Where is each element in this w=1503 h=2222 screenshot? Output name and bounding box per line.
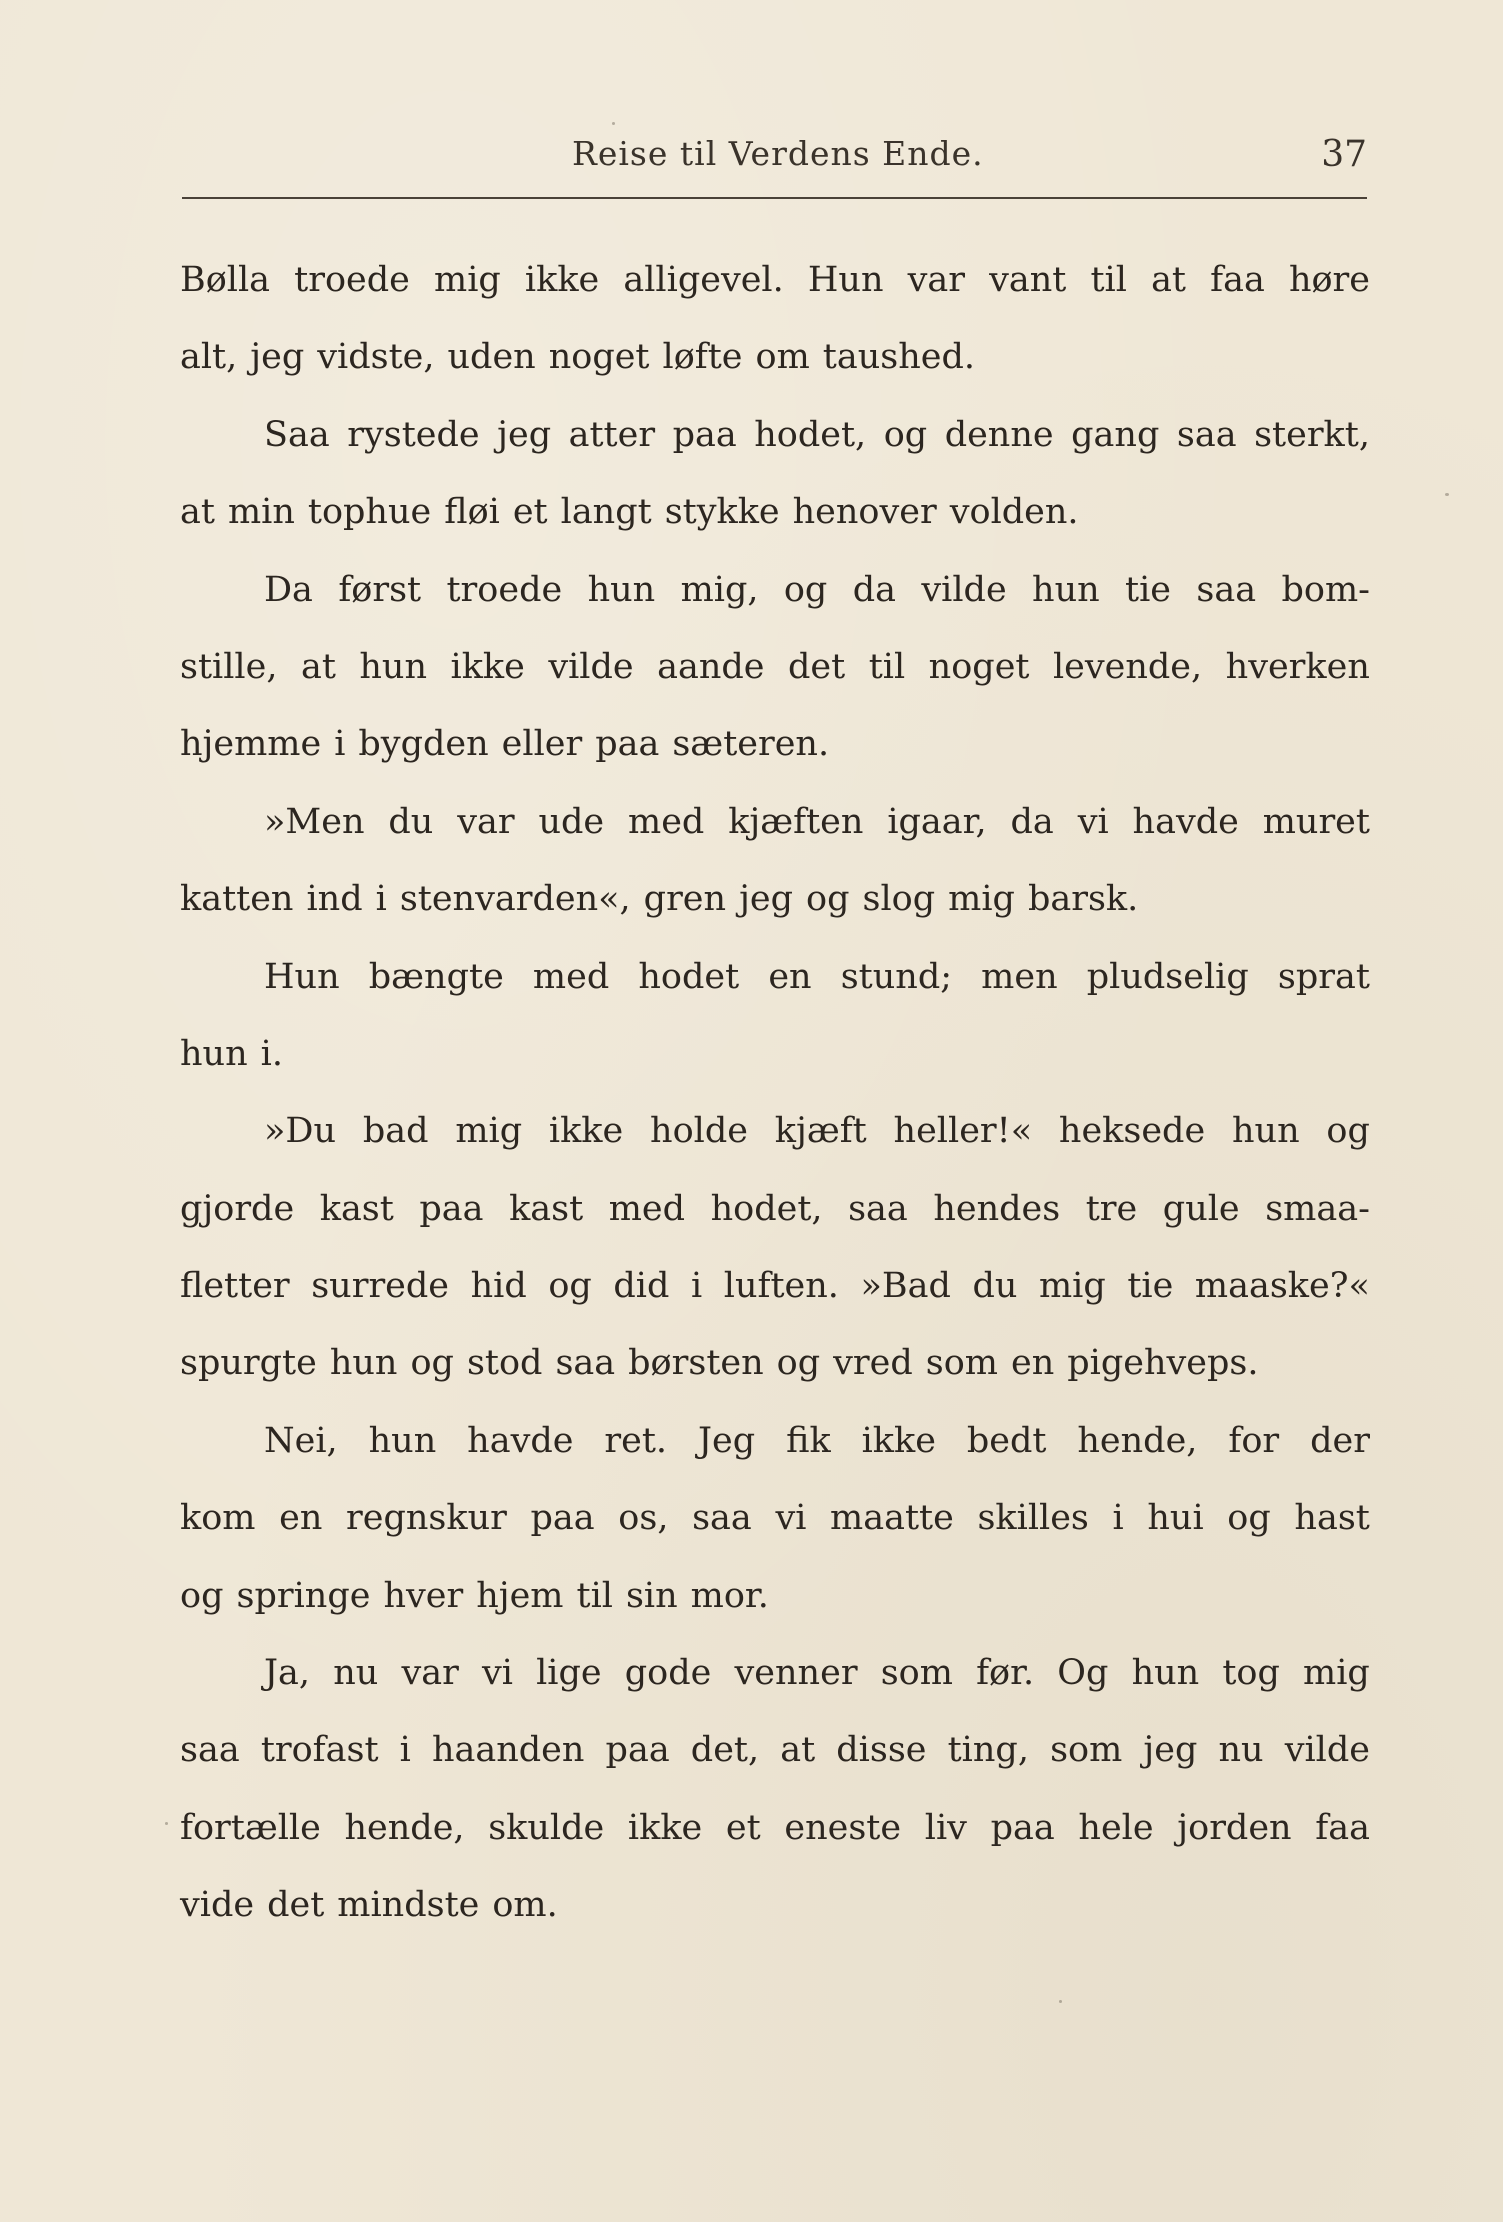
word: Og — [1057, 1653, 1109, 1694]
word: igaar, — [887, 801, 987, 842]
word: var — [457, 801, 515, 842]
text-line — [180, 1643, 1370, 1720]
word: vilde — [1284, 1730, 1370, 1771]
word: vi — [1077, 801, 1109, 842]
word: »Men — [264, 801, 365, 842]
word: paa — [530, 1498, 595, 1539]
word: mor. — [690, 1575, 769, 1616]
word: aande — [657, 646, 765, 687]
word: kjæft — [774, 1111, 867, 1152]
word: hun — [368, 1420, 437, 1461]
word: ikke — [627, 1807, 703, 1848]
word: og — [783, 569, 828, 610]
word: som — [1050, 1730, 1123, 1771]
word: stod — [466, 1343, 543, 1384]
word: jeg — [497, 414, 552, 455]
word: mig — [948, 879, 1015, 920]
paper-speck — [1445, 493, 1449, 496]
word: og — [806, 879, 850, 920]
word: Da — [264, 569, 313, 610]
word: mig, — [680, 569, 759, 610]
word: som — [925, 1343, 998, 1384]
word: Jeg — [698, 1420, 756, 1461]
word: hui — [1147, 1498, 1204, 1539]
text-line — [180, 1256, 1370, 1333]
word: alt, — [180, 337, 238, 378]
word: i — [399, 1730, 411, 1771]
word: kom — [180, 1498, 256, 1539]
word: saa — [1196, 569, 1257, 610]
word: uden — [447, 337, 536, 378]
word: kast — [319, 1188, 394, 1229]
word: Ja, — [264, 1653, 311, 1694]
word: »Du — [264, 1111, 337, 1152]
word: paa — [672, 414, 737, 455]
word: med — [628, 801, 705, 842]
running-title: Reise til Verdens Ende. — [572, 134, 984, 173]
word: hun — [359, 646, 428, 687]
word: spurgte — [180, 1343, 317, 1384]
text-line — [180, 250, 1370, 327]
word: først — [338, 569, 422, 610]
word: hun — [180, 1033, 248, 1074]
word: min — [227, 492, 295, 533]
word: ikke — [524, 260, 600, 300]
word: jeg — [739, 879, 794, 920]
word: gode — [624, 1653, 712, 1694]
word: du — [388, 801, 434, 842]
word: det, — [690, 1730, 760, 1771]
word: hverken — [1225, 646, 1370, 687]
word: fik — [786, 1420, 831, 1461]
word: hun — [1131, 1653, 1200, 1694]
text-line — [180, 327, 1370, 404]
word: kast — [509, 1188, 584, 1229]
word: til — [576, 1575, 613, 1616]
word: maaske?« — [1194, 1266, 1370, 1307]
word: vi — [481, 1653, 513, 1694]
page-header — [182, 134, 1367, 184]
word: jeg — [250, 337, 305, 378]
word: at — [1151, 260, 1186, 300]
word: fortælle — [180, 1807, 321, 1848]
word: henover — [792, 492, 937, 533]
word: en — [279, 1498, 323, 1539]
word: rystede — [347, 414, 480, 455]
word: tog — [1222, 1653, 1280, 1694]
word: bom- — [1281, 569, 1370, 610]
word: og — [883, 414, 928, 455]
word: i — [334, 724, 346, 765]
word: ret. — [604, 1420, 668, 1461]
text-line — [180, 1566, 1370, 1643]
text-line — [180, 637, 1370, 714]
word: børsten — [628, 1343, 764, 1384]
word: eller — [501, 724, 583, 765]
word: hun — [587, 569, 656, 610]
word: haanden — [431, 1730, 585, 1771]
word: jorden — [1177, 1807, 1292, 1848]
word: vidste, — [317, 337, 435, 378]
word: springe — [236, 1575, 371, 1616]
word: at — [180, 492, 215, 533]
word: fletter — [180, 1266, 290, 1307]
word: troede — [294, 260, 410, 300]
word: det — [788, 646, 846, 687]
paper-speck — [165, 1822, 168, 1825]
word: barsk. — [1027, 879, 1139, 920]
word: hende, — [1077, 1420, 1198, 1461]
word: sprat — [1277, 956, 1370, 997]
word: holde — [650, 1111, 748, 1152]
word: en — [768, 956, 812, 997]
word: og — [1227, 1498, 1271, 1539]
text-line — [180, 714, 1370, 791]
word: da — [1010, 801, 1054, 842]
word: du — [972, 1266, 1018, 1307]
word: saa — [1176, 414, 1237, 455]
word: paa — [605, 1730, 670, 1771]
paper-speck — [1059, 2000, 1062, 2003]
word: regnskur — [346, 1498, 507, 1539]
word: »Bad — [860, 1266, 951, 1307]
body-text — [180, 250, 1370, 1953]
word: mig — [455, 1111, 523, 1152]
word: og — [410, 1343, 454, 1384]
word: til — [868, 646, 906, 687]
word: og — [548, 1266, 592, 1307]
word: stykke — [664, 492, 780, 533]
word: bad — [362, 1111, 429, 1152]
word: vide — [180, 1885, 255, 1926]
word: i — [1112, 1498, 1124, 1539]
word: heksede — [1058, 1111, 1206, 1152]
word: saa — [692, 1498, 752, 1539]
word: ind — [306, 879, 363, 920]
text-line — [180, 1798, 1370, 1875]
word: levende, — [1052, 646, 1203, 687]
word: bygden — [358, 724, 489, 765]
word: skilles — [977, 1498, 1089, 1539]
word: faa — [1210, 260, 1265, 300]
word: da — [852, 569, 896, 610]
word: nu — [333, 1653, 379, 1694]
word: før. — [976, 1653, 1035, 1694]
word: surrede — [311, 1266, 450, 1307]
word: og — [180, 1575, 224, 1616]
word: os, — [618, 1498, 669, 1539]
text-line — [180, 1875, 1370, 1952]
word: heller!« — [893, 1111, 1033, 1152]
text-line — [180, 1488, 1370, 1565]
word: stille, — [180, 646, 278, 687]
word: en — [1011, 1343, 1055, 1384]
word: tie — [1127, 1266, 1174, 1307]
word: i — [375, 879, 387, 920]
word: og — [776, 1343, 821, 1384]
text-line — [180, 869, 1370, 946]
word: noget — [548, 337, 650, 378]
header-rule — [182, 197, 1367, 199]
word: hun — [1032, 569, 1100, 610]
word: bængte — [368, 956, 504, 997]
word: langt — [560, 492, 652, 533]
word: om. — [492, 1885, 558, 1926]
word: mig — [434, 260, 501, 300]
word: pludselig — [1086, 956, 1249, 997]
word: tie — [1125, 569, 1172, 610]
word: at — [300, 646, 336, 687]
word: hendes — [933, 1188, 1061, 1229]
word: nu — [1218, 1730, 1264, 1771]
word: liv — [924, 1807, 967, 1848]
word: luften. — [723, 1266, 839, 1307]
word: Hun — [264, 956, 340, 997]
word: løfte — [662, 337, 743, 378]
word: der — [1310, 1420, 1370, 1461]
word: Bølla — [180, 260, 271, 300]
text-line — [180, 1411, 1370, 1488]
word: ting, — [947, 1730, 1029, 1771]
word: ude — [538, 801, 605, 842]
word: men — [981, 956, 1058, 997]
word: vilde — [548, 646, 634, 687]
word: mig — [1038, 1266, 1106, 1307]
word: fløi — [444, 492, 500, 533]
word: vant — [989, 260, 1067, 300]
word: havde — [467, 1420, 574, 1461]
text-line — [180, 1179, 1370, 1256]
word: med — [532, 956, 610, 997]
text-line — [180, 1333, 1370, 1410]
word: venner — [734, 1653, 858, 1694]
word: vilde — [921, 569, 1007, 610]
word: hodet, — [754, 414, 867, 455]
word: saa — [848, 1188, 908, 1229]
word: denne — [944, 414, 1054, 455]
text-line — [180, 947, 1370, 1024]
word: jeg — [1143, 1730, 1198, 1771]
word: at — [780, 1730, 816, 1771]
word: faa — [1315, 1807, 1370, 1848]
word: disse — [836, 1730, 927, 1771]
word: maatte — [830, 1498, 954, 1539]
word: hun — [329, 1343, 398, 1384]
word: hodet, — [710, 1188, 823, 1229]
text-line — [180, 792, 1370, 869]
word: stund; — [840, 956, 953, 997]
word: var — [907, 260, 965, 300]
word: et — [512, 492, 548, 533]
word: ikke — [548, 1111, 624, 1152]
word: noget — [928, 646, 1030, 687]
word: hver — [383, 1575, 464, 1616]
word: smaa- — [1265, 1188, 1370, 1229]
word: til — [1090, 260, 1127, 300]
word: i — [690, 1266, 703, 1307]
word: hast — [1294, 1498, 1370, 1539]
word: eneste — [784, 1807, 902, 1848]
word: pigehveps. — [1067, 1343, 1259, 1384]
word: saa — [180, 1730, 240, 1771]
word: sæteren. — [672, 724, 830, 765]
word: Hun — [807, 260, 884, 300]
word: did — [613, 1266, 670, 1307]
word: bedt — [966, 1420, 1047, 1461]
word: vred — [833, 1343, 913, 1384]
word: paa — [419, 1188, 484, 1229]
word: slog — [862, 879, 936, 920]
word: skulde — [488, 1807, 605, 1848]
word: havde — [1132, 801, 1239, 842]
word: tophue — [307, 492, 432, 533]
word: høre — [1288, 260, 1370, 300]
word: katten — [180, 879, 294, 920]
word: hende, — [344, 1807, 465, 1848]
word: kjæften — [728, 801, 864, 842]
word: mindste — [337, 1885, 480, 1926]
word: et — [725, 1807, 761, 1848]
word: hjemme — [180, 724, 322, 765]
word: hjem — [476, 1575, 564, 1616]
word: hun — [1231, 1111, 1300, 1152]
word: og — [1326, 1111, 1370, 1152]
word: med — [608, 1188, 686, 1229]
word: sin — [625, 1575, 678, 1616]
paper-speck — [612, 122, 615, 125]
word: for — [1228, 1420, 1280, 1461]
word: vi — [775, 1498, 807, 1539]
word: Nei, — [264, 1420, 338, 1461]
word: var — [401, 1653, 459, 1694]
text-line — [180, 560, 1370, 637]
word: atter — [568, 414, 656, 455]
word: paa — [595, 724, 660, 765]
word: saa — [555, 1343, 616, 1384]
text-line — [180, 482, 1370, 559]
word: hid — [470, 1266, 527, 1307]
text-line — [180, 405, 1370, 482]
word: volden. — [949, 492, 1079, 533]
text-line — [180, 1101, 1370, 1178]
word: taushed. — [822, 337, 975, 378]
text-line — [180, 1024, 1370, 1101]
word: tre — [1085, 1188, 1138, 1229]
word: paa — [990, 1807, 1055, 1848]
word: stenvarden«, — [399, 879, 631, 920]
word: trofast — [260, 1730, 379, 1771]
word: som — [880, 1653, 953, 1694]
word: muret — [1262, 801, 1370, 842]
word: det — [267, 1885, 325, 1926]
word: Saa — [264, 414, 330, 455]
word: gjorde — [180, 1188, 295, 1229]
word: gren — [643, 879, 727, 920]
word: sterkt, — [1254, 414, 1370, 455]
word: mig — [1303, 1653, 1370, 1694]
word: lige — [536, 1653, 602, 1694]
page-number: 37 — [1321, 134, 1367, 175]
word: gule — [1162, 1188, 1240, 1229]
word: om — [755, 337, 810, 378]
word: ikke — [861, 1420, 936, 1461]
word: hodet — [638, 956, 740, 997]
word: gang — [1071, 414, 1160, 455]
word: troede — [446, 569, 563, 610]
word: ikke — [450, 646, 525, 687]
word: alligevel. — [623, 260, 784, 300]
text-line — [180, 1720, 1370, 1797]
word: i. — [260, 1033, 283, 1074]
word: hele — [1078, 1807, 1154, 1848]
